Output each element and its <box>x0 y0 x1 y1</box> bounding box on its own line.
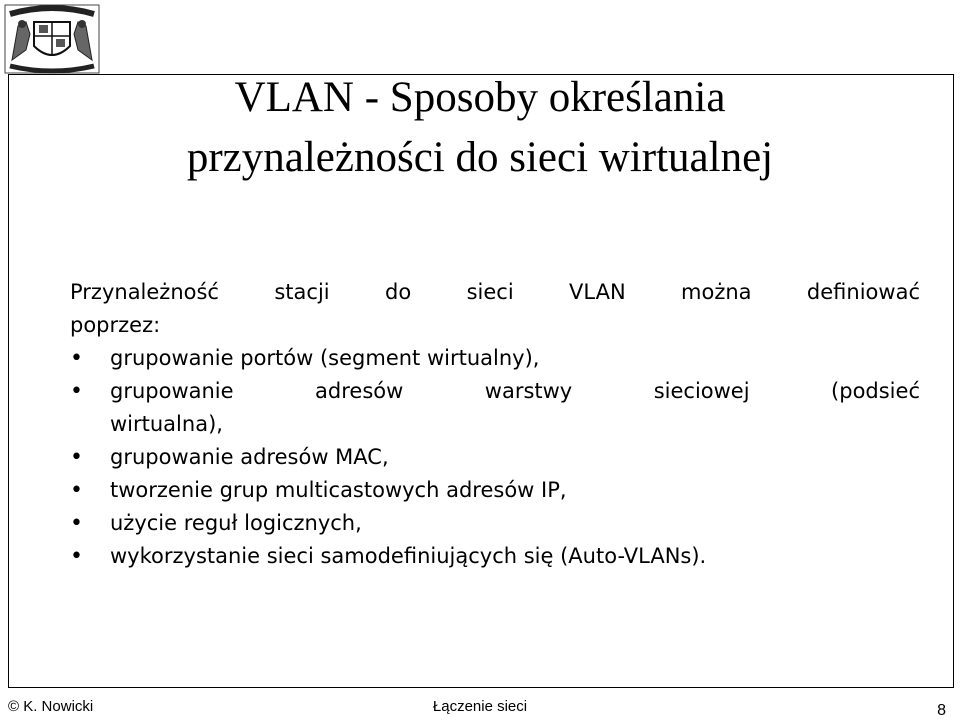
page-number: 8 <box>937 702 946 719</box>
footer-author: © K. Nowicki <box>8 698 94 715</box>
university-crest-icon <box>4 4 100 74</box>
slide-body <box>70 276 920 573</box>
bullet-item-text: wykorzystanie sieci samodefiniujących się (Auto-VLANs). <box>110 544 707 568</box>
slide-title-line-1: VLAN - Sposoby określania <box>234 74 726 121</box>
bullet-item-text-line-1: • grupowanie adresów warstwy sieciowej (podsieć <box>110 379 920 403</box>
bullet-item-text: użycie reguł logicznych, <box>110 511 362 535</box>
bullet-item-text-line-2: wirtualna), <box>110 412 223 436</box>
bullet-item-text: grupowanie adresów MAC, <box>110 445 389 469</box>
slide-title-line-2: przynależności do sieci wirtualnej <box>186 134 774 181</box>
slide-title <box>0 68 960 188</box>
bullet-item-text: tworzenie grup multicastowych adresów IP, <box>110 478 567 502</box>
bullet-list <box>70 342 920 573</box>
slide-footer <box>0 698 960 719</box>
bullet-item <box>70 441 920 474</box>
bullet-item <box>70 507 920 540</box>
intro-line-1: Przynależność stacji do sieci VLAN można definiować <box>70 280 920 304</box>
bullet-item <box>70 540 920 573</box>
crest-graphic <box>4 4 100 74</box>
bullet-item <box>70 474 920 507</box>
bullet-item <box>70 375 920 441</box>
footer-course: Łączenie sieci <box>432 698 528 715</box>
intro-paragraph <box>70 276 920 342</box>
bullet-item <box>70 342 920 375</box>
bullet-item-text: grupowanie portów (segment wirtualny), <box>110 346 540 370</box>
intro-line-2: poprzez: <box>70 313 161 337</box>
